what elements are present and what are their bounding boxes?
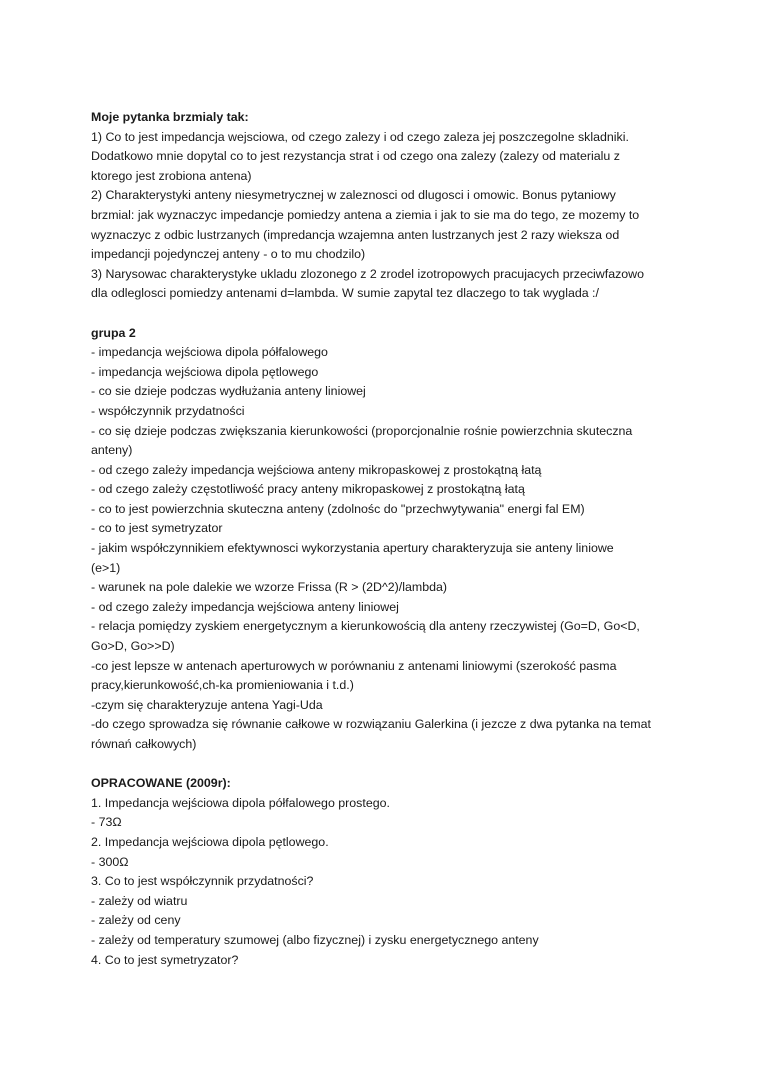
section2-line: - co to jest symetryzator bbox=[91, 521, 223, 536]
section3-line: - zależy od wiatru bbox=[91, 893, 188, 908]
section1-line: 1) Co to jest impedancja wejsciowa, od czego zalezy i od czego zaleza jej poszczegolne skladniki. bbox=[91, 129, 629, 144]
section2-line: - od czego zależy częstotliwość pracy anteny mikropaskowej z prostokątną łatą bbox=[91, 482, 525, 497]
section3-heading: OPRACOWANE (2009r): bbox=[91, 776, 231, 791]
section1-line: 3) Narysowac charakterystyke ukladu zlozonego z 2 zrodel izotropowych pracujacych przeciwfazowo bbox=[91, 266, 645, 281]
section3-line: - zależy od temperatury szumowej (albo fizycznej) i zysku energetycznego anteny bbox=[91, 932, 539, 947]
section3-line: 3. Co to jest współczynnik przydatności? bbox=[91, 874, 314, 889]
section3-line: - zależy od ceny bbox=[91, 913, 181, 928]
section2-line: -do czego sprowadza się równanie całkowe w rozwiązaniu Galerkina (i jezcze z dwa pytanka na temat bbox=[91, 717, 651, 732]
section1-line: Dodatkowo mnie dopytal co to jest rezystancja strat i od czego ona zalezy (zalezy od materialu z bbox=[91, 149, 620, 164]
section-spacer bbox=[91, 755, 681, 775]
section-spacer bbox=[91, 304, 681, 324]
section1-line: wyznaczyc z odbic lustrzanych (impredancja wzajemna anten lustrzanych jest 2 razy wieksza od bbox=[91, 227, 620, 242]
section2-line: -czym się charakteryzuje antena Yagi-Uda bbox=[91, 697, 323, 712]
section1-line: brzmial: jak wyznaczyc impedancje pomiedzy antena a ziemia i jak to sie ma do tego, ze mozemy to bbox=[91, 207, 640, 222]
section2-line: - co to jest powierzchnia skuteczna anteny (zdolnośc do "przechwytywania" energi fal EM) bbox=[91, 501, 585, 516]
section2-line: równań całkowych) bbox=[91, 737, 197, 751]
section1-line: ktorego jest zrobiona antena) bbox=[91, 168, 252, 183]
document-body bbox=[91, 108, 681, 970]
section2-line: - impedancja wejściowa dipola półfalowego bbox=[91, 345, 328, 360]
section2-line: -co jest lepsze w antenach aperturowych w porównaniu z antenami liniowymi (szerokość pasma bbox=[91, 658, 617, 673]
section2-line: - od czego zależy impedancja wejściowa anteny mikropaskowej z prostokątną łatą bbox=[91, 462, 542, 477]
section2-heading: grupa 2 bbox=[91, 325, 136, 340]
section2-line: - co sie dzieje podczas wydłużania anteny liniowej bbox=[91, 384, 366, 399]
section1-heading: Moje pytanka brzmialy tak: bbox=[91, 110, 249, 124]
section3-line: - 73Ω bbox=[91, 815, 122, 830]
section3-line: 1. Impedancja wejściowa dipola półfalowego prostego. bbox=[91, 795, 390, 810]
section2-line: Go>D, Go>>D) bbox=[91, 639, 175, 654]
section1-line: 2) Charakterystyki anteny niesymetrycznej w zaleznosci od dlugosci i omowic. Bonus pytaniowy bbox=[91, 188, 616, 203]
section2-line: - jakim współczynnikiem efektywnosci wykorzystania apertury charakteryzuja sie anteny liniowe bbox=[91, 541, 614, 556]
section2-line: (e>1) bbox=[91, 560, 121, 575]
section2-line: anteny) bbox=[91, 443, 133, 458]
section3-line: 4. Co to jest symetryzator? bbox=[91, 952, 239, 967]
section2-line: pracy,kierunkowość,ch-ka promieniowania i t.d.) bbox=[91, 678, 354, 693]
section2-line: - od czego zależy impedancja wejściowa anteny liniowej bbox=[91, 599, 399, 614]
section2-line: - warunek na pole dalekie we wzorze Frissa (R > (2D^2)/lambda) bbox=[91, 580, 447, 595]
section3-line: - 300Ω bbox=[91, 854, 129, 869]
section2-line: - co się dzieje podczas zwiększania kierunkowości (proporcjonalnie rośnie powierzchnia skuteczna bbox=[91, 423, 633, 438]
section2-line: - współczynnik przydatności bbox=[91, 403, 245, 418]
section2-line: - impedancja wejściowa dipola pętlowego bbox=[91, 364, 319, 379]
section3-line: 2. Impedancja wejściowa dipola pętlowego. bbox=[91, 834, 329, 849]
section1-line: dla odleglosci pomiedzy antenami d=lambda. W sumie zapytal tez dlaczego to tak wyglada :/ bbox=[91, 286, 599, 301]
section1-line: impedancji pojedynczej anteny - o to mu chodzilo) bbox=[91, 247, 366, 262]
section2-line: - relacja pomiędzy zyskiem energetycznym a kierunkowością dla anteny rzeczywistej (Go=D, Go<D, bbox=[91, 619, 640, 634]
